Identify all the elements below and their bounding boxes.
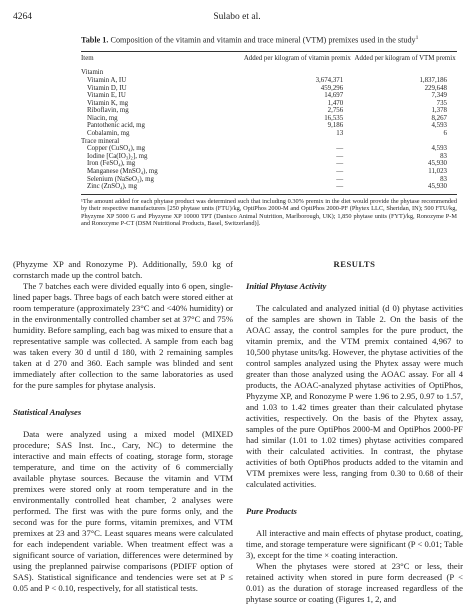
table-row <box>81 107 457 115</box>
page-number: 4264 <box>13 12 32 22</box>
table-cell-vtm: 45,930 <box>428 183 447 191</box>
left-paragraph-1: (Phyzyme XP and Ronozyme P). Additionally, 59.0 kg of cornstarch made up the control batch. <box>13 259 233 280</box>
right-paragraph-1: The calculated and analyzed initial (d 0) phytase activities of the samples are shown in Table 2. On the basis of the AOAC assay, the control samples for the pure product, the vitamin premix, and the VTM premix contained 4,967 to 10,500 phytase units/kg. However, the phytase activities of the control samples analyzed using the Phytex assay were much greater than those analyzed using the AOAC assay. For all 4 products, the AOAC-analyzed phytase activities of OptiPhos, Phyzyme XP, and Ronozyme P were 1.96 to 2.95, 0.97 to 1.57, and 1.03 to 1.42 times greater than their calculated phytase activities, respectively. On the basis of the Phytex assay, samples of the pure OptiPhos 2000-M and OptiPhos 2000-PF had similar (1.01 to 1.02 times) phytase activities compared with their calculated activities. In contrast, the phytase activities of both OptiPhos products added to the vitamin and VTM premixes were less, ranging from 0.30 to 0.68 of their calculated activities. <box>246 303 463 489</box>
table-section-row <box>81 66 457 77</box>
table-1 <box>81 33 457 228</box>
table-row <box>81 176 457 184</box>
heading-statistical-analyses: Statistical Analyses <box>13 407 82 417</box>
table-cell-item: Selenium (NaSeO₃), mg <box>87 175 154 183</box>
table-row <box>81 92 457 100</box>
heading-initial-phytase-activity: Initial Phytase Activity <box>246 281 327 291</box>
table-cell-vitamin: 14,697 <box>324 92 344 100</box>
header-vtm-premix: Added per kilogram of VTM premix <box>354 54 456 62</box>
table-cell-vitamin: 16,535 <box>324 114 344 122</box>
table-cell-item: Copper (CuSO₄), mg <box>87 145 146 153</box>
table-cell-vitamin: — <box>336 160 344 168</box>
table-caption <box>81 33 457 46</box>
table-cell-vtm: 7,349 <box>431 92 447 100</box>
table-bottom-rule <box>81 194 457 195</box>
table-cell-vitamin: 459,296 <box>320 84 344 92</box>
table-row <box>81 160 457 168</box>
table-row <box>81 122 457 130</box>
table-cell-item: Iron (FeSO₄), mg <box>87 160 136 168</box>
table-cell-vitamin: — <box>336 152 344 160</box>
heading-pure-products: Pure Products <box>246 506 297 516</box>
table-row <box>81 77 457 85</box>
table-cell-item: Vitamin D, IU <box>87 84 127 92</box>
table-cell-item: Iodine [Ca(IO₃)₂], mg <box>87 152 148 160</box>
table-row <box>81 115 457 123</box>
table-cell-vitamin: 2,756 <box>327 107 344 115</box>
table-row <box>81 130 457 138</box>
table-cell-vitamin: 3,674,371 <box>315 76 344 84</box>
table-row <box>81 153 457 161</box>
table-cell-vitamin: — <box>336 145 344 153</box>
table-cell-item: Cobalamin, mg <box>87 130 130 138</box>
table-header-row <box>81 52 457 67</box>
table-cell-vtm: 11,023 <box>428 168 447 176</box>
table-cell-item: Niacin, mg <box>87 114 118 122</box>
left-paragraph-2: The 7 batches each were divided equally into 6 open, single-lined paper bags. Three bags of each batch were stored either at room temperature (approximately 23°C and <40% humidity) or in the environmentally controlled chamber set at 37°C and 75% humidity. Before sampling, each bag was mixed to ensure that a representative sample was collected. A sample from each bag was taken every 30 d until d 180, with 2 remaining samples taken at d 270 and 360. Each sample was blinded and sent immediately after collection to the same laboratories as used for the pure samples for phytase analysis. <box>13 281 233 390</box>
running-head: Sulabo et al. <box>213 12 261 22</box>
table-row <box>81 145 457 153</box>
table-caption-sup: 1 <box>415 35 419 41</box>
table-cell-vitamin: 13 <box>336 130 344 138</box>
table-cell-vitamin: — <box>336 168 344 176</box>
running-header <box>0 12 474 26</box>
table-section-row <box>81 138 457 146</box>
header-item: Item <box>81 54 94 62</box>
table-body <box>81 66 457 194</box>
table-cell-vtm: 45,930 <box>428 160 447 168</box>
composition-table <box>81 52 457 194</box>
table-row <box>81 85 457 93</box>
table-section-label: Vitamin <box>81 69 104 77</box>
table-cell-item: Riboflavin, mg <box>87 107 129 115</box>
table-cell-item: Vitamin K, mg <box>87 99 129 107</box>
table-cell-vtm: 735 <box>436 99 447 107</box>
right-paragraph-2: All interactive and main effects of phytase product, coating, time, and storage temperature were significant (P < 0.01; Table 3), except for the time × coating interaction. <box>246 528 463 560</box>
table-cell-item: Pantothenic acid, mg <box>87 122 145 130</box>
table-row <box>81 100 457 108</box>
table-cell-vitamin: — <box>336 175 344 183</box>
table-footnote: ¹The amount added for each phytase product was determined such that including 0.30% premix in the diet would provide the phytase recommended by their respective manufacturers [250 phytase units (FTU)/kg, OptiPhos 2000-M and OptiPhos 2000-PF (Phytex LLC, Sheridan, IN); 500 FTU/kg, Phyzyme XP 5000 G and Phyzyme XP 10000 TPT (Danisco Animal Nutrition, Marlborough, UK); 1,850 phytase units (FYT)/kg, Ronozyme P-M and Ronozyme P-CT (DSM Nutritional Products, Basel, Switzerland)]. <box>81 197 457 228</box>
table-cell-vtm: 229,648 <box>424 84 447 92</box>
table-cell-item: Vitamin A, IU <box>87 76 127 84</box>
table-caption-label: Table 1. <box>81 35 109 45</box>
table-cell-vtm: 8,267 <box>431 114 447 122</box>
table-cell-vtm: 6 <box>443 130 447 138</box>
table-cell-vitamin: — <box>336 183 344 191</box>
table-cell-vtm: 1,837,186 <box>419 76 447 84</box>
table-cell-item: Vitamin E, IU <box>87 92 126 100</box>
table-cell-item: Manganese (MnSO₄), mg <box>87 168 158 176</box>
table-cell-vtm: 83 <box>440 175 447 183</box>
table-cell-vtm: 4,593 <box>431 145 447 153</box>
table-cell-vitamin: 1,470 <box>327 99 344 107</box>
table-row <box>81 168 457 176</box>
table-cell-vtm: 1,378 <box>431 107 447 115</box>
table-cell-vtm: 83 <box>440 152 447 160</box>
right-column <box>246 259 463 605</box>
table-caption-text: Composition of the vitamin and vitamin and trace mineral (VTM) premixes used in the study <box>108 35 416 45</box>
right-paragraph-3: When the phytases were stored at 23°C or less, their retained activity when stored in pure form decreased (P < 0.01) as the duration of storage increased regardless of the phytase source or coating (Figures 1, 2, and <box>246 561 463 604</box>
table-section-label: Trace mineral <box>81 137 120 145</box>
header-vitamin-premix: Added per kilogram of vitamin premix <box>243 54 351 62</box>
table-cell-vtm: 4,593 <box>431 122 447 130</box>
table-cell-vitamin: 9,186 <box>327 122 344 130</box>
table-row <box>81 183 457 194</box>
heading-results: RESULTS <box>333 259 376 269</box>
left-column <box>13 259 233 594</box>
left-paragraph-3: Data were analyzed using a mixed model (MIXED procedure; SAS Inst. Inc., Cary, NC) to determine the interactive and main effects of coating, storage form, storage temperature, and time on the activity of 6 commercially available phytase sources. Because the vitamin and VTM premixes were stored only at room temperature and in the environmentally controlled heat chamber, 2 analyses were performed. The first was with the pure forms only, and the second was for the pure forms, vitamin premixes, and VTM premixes at 23 and 37°C. Least squares means were calculated for each independent variable. When treatment effect was a significant source of variation, differences were determined by using the preplanned pairwise comparisons (PDIFF option of SAS). Statistical significance and tendencies were set at P ≤ 0.05 and P < 0.10, respectively, for all statistical tests. <box>13 429 233 593</box>
table-cell-item: Zinc (ZnSO₄), mg <box>87 183 138 191</box>
